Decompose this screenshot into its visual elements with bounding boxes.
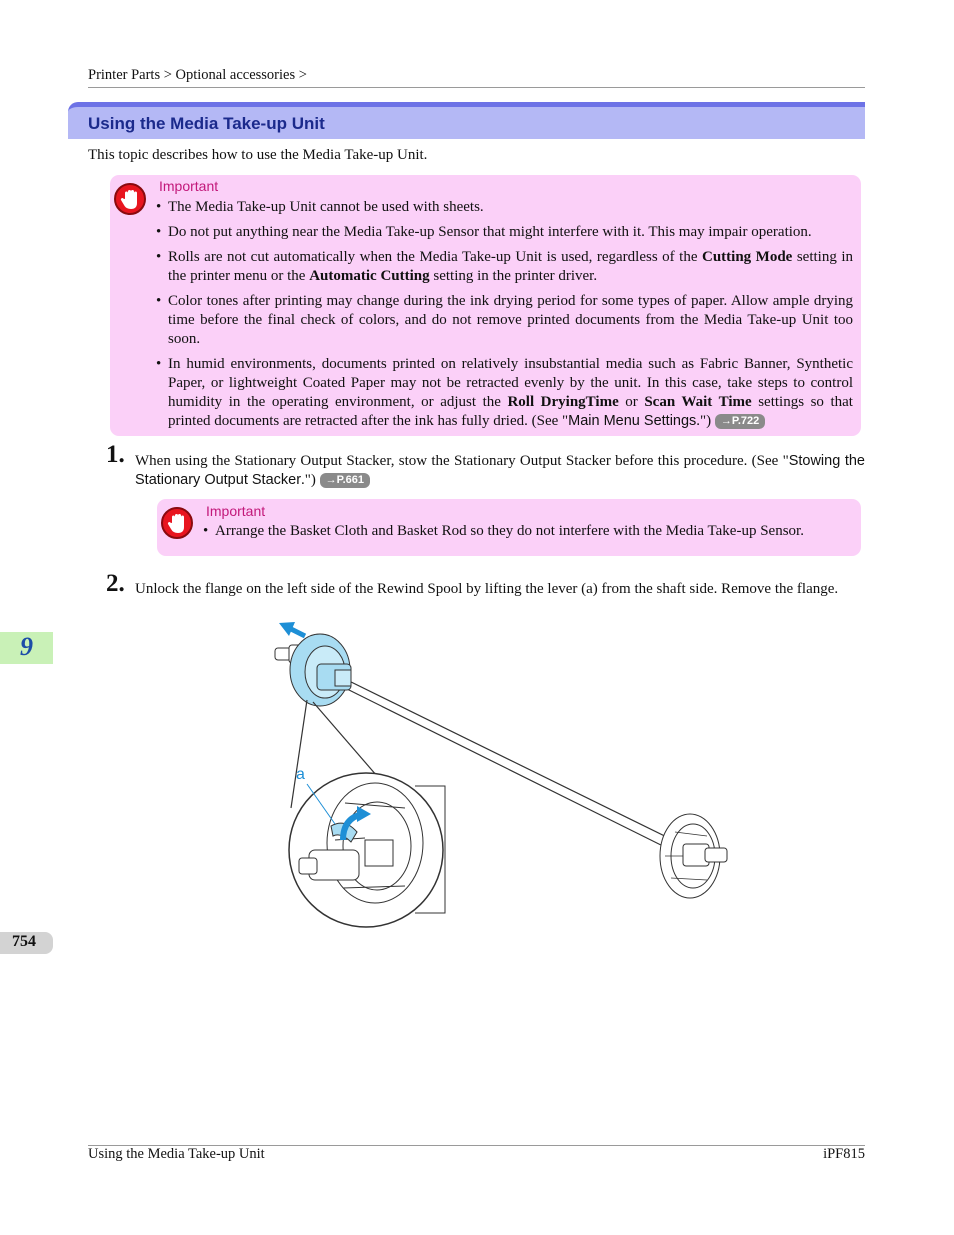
setting-name: Automatic Cutting [309, 268, 430, 284]
bullet-text: Color tones after printing may change during the ink drying period for some types of paper. Allow ample drying time before the final check of colors, and do not remove printed documents from the Media Take-up Unit too soon. [168, 293, 853, 347]
step-number-1: 1. [106, 441, 125, 468]
right-flange [660, 814, 727, 898]
magnified-lever-detail [289, 773, 445, 927]
bullet-text: or [618, 394, 645, 410]
bullet-text: Arrange the Basket Cloth and Basket Rod so they do not interfere with the Media Take-up Sensor. [215, 523, 804, 539]
setting-name: Scan Wait Time [644, 394, 752, 410]
setting-name: Cutting Mode [701, 249, 793, 265]
important-list-1 [156, 198, 853, 437]
page-ref-661-link[interactable]: →P.661 [320, 473, 370, 488]
remove-direction-arrow [279, 622, 305, 636]
bullet-text: settings so that printed documents are retracted after the ink has fully dried. (See " [168, 394, 853, 429]
chapter-number: 9 [20, 632, 33, 661]
bullet-text: Do not put anything near the Media Take-up Sensor that might interfere with it. This may impair operation. [168, 224, 812, 240]
main-menu-settings-link[interactable]: Main Menu Settings [568, 413, 697, 429]
breadcrumb[interactable]: Printer Parts > Optional accessories > [88, 67, 307, 83]
bullet-text: .") [696, 413, 715, 429]
intro-text: This topic describes how to use the Media Take-up Unit. [88, 147, 428, 163]
chapter-tab[interactable] [0, 632, 53, 664]
important-bullet [156, 292, 853, 349]
step-text: .") [301, 472, 320, 488]
important-label: Important [206, 503, 266, 519]
important-label: Important [159, 178, 219, 194]
stop-hand-icon [161, 507, 193, 539]
step-text: When using the Stationary Output Stacker, stow the Stationary Output Stacker before this procedure. (See " [135, 453, 789, 469]
bullet-text: The Media Take-up Unit cannot be used with sheets. [168, 199, 484, 215]
step-number-2: 2. [106, 570, 125, 597]
stop-hand-icon [114, 183, 146, 215]
rewind-spool-illustration [265, 618, 735, 930]
step-2-text: Unlock the flange on the left side of the Rewind Spool by lifting the lever (a) from the shaft side. Remove the flange. [135, 581, 839, 597]
important-bullet [203, 522, 853, 541]
bullet-text: setting in the printer menu or the [168, 249, 853, 284]
page-ref-722-link[interactable]: →P.722 [715, 414, 765, 429]
stowing-stacker-link[interactable]: Stowing the Stationary Output Stacker [135, 453, 865, 488]
bullet-text: In humid environments, documents printed on relatively insubstantial media such as Fabric Banner, Synthetic Paper, or lightweight Coated Paper may not be retracted evenly by the unit. In this case, take steps to control humidity in the operating environment, or adjust the [168, 356, 853, 410]
bullet-text: Rolls are not cut automatically when the Media Take-up Unit is used, regardless of the [168, 249, 702, 265]
section-heading-bar [68, 102, 865, 139]
left-flange [290, 634, 351, 706]
important-list-2 [203, 522, 853, 547]
section-title: Using the Media Take-up Unit [88, 114, 325, 133]
bullet-text: setting in the printer driver. [429, 268, 598, 284]
page-number-tab [0, 932, 53, 954]
footer-model-name: iPF815 [823, 1146, 865, 1162]
page-number: 754 [12, 933, 36, 950]
label-a: a [296, 766, 305, 783]
setting-name: Roll DryingTime [507, 394, 619, 410]
step-1-text [135, 452, 865, 490]
important-bullet [156, 223, 853, 242]
header-divider [88, 87, 865, 88]
important-bullet [156, 355, 853, 431]
important-bullet [156, 198, 853, 217]
footer-section-title: Using the Media Take-up Unit [88, 1146, 265, 1162]
important-bullet [156, 248, 853, 286]
